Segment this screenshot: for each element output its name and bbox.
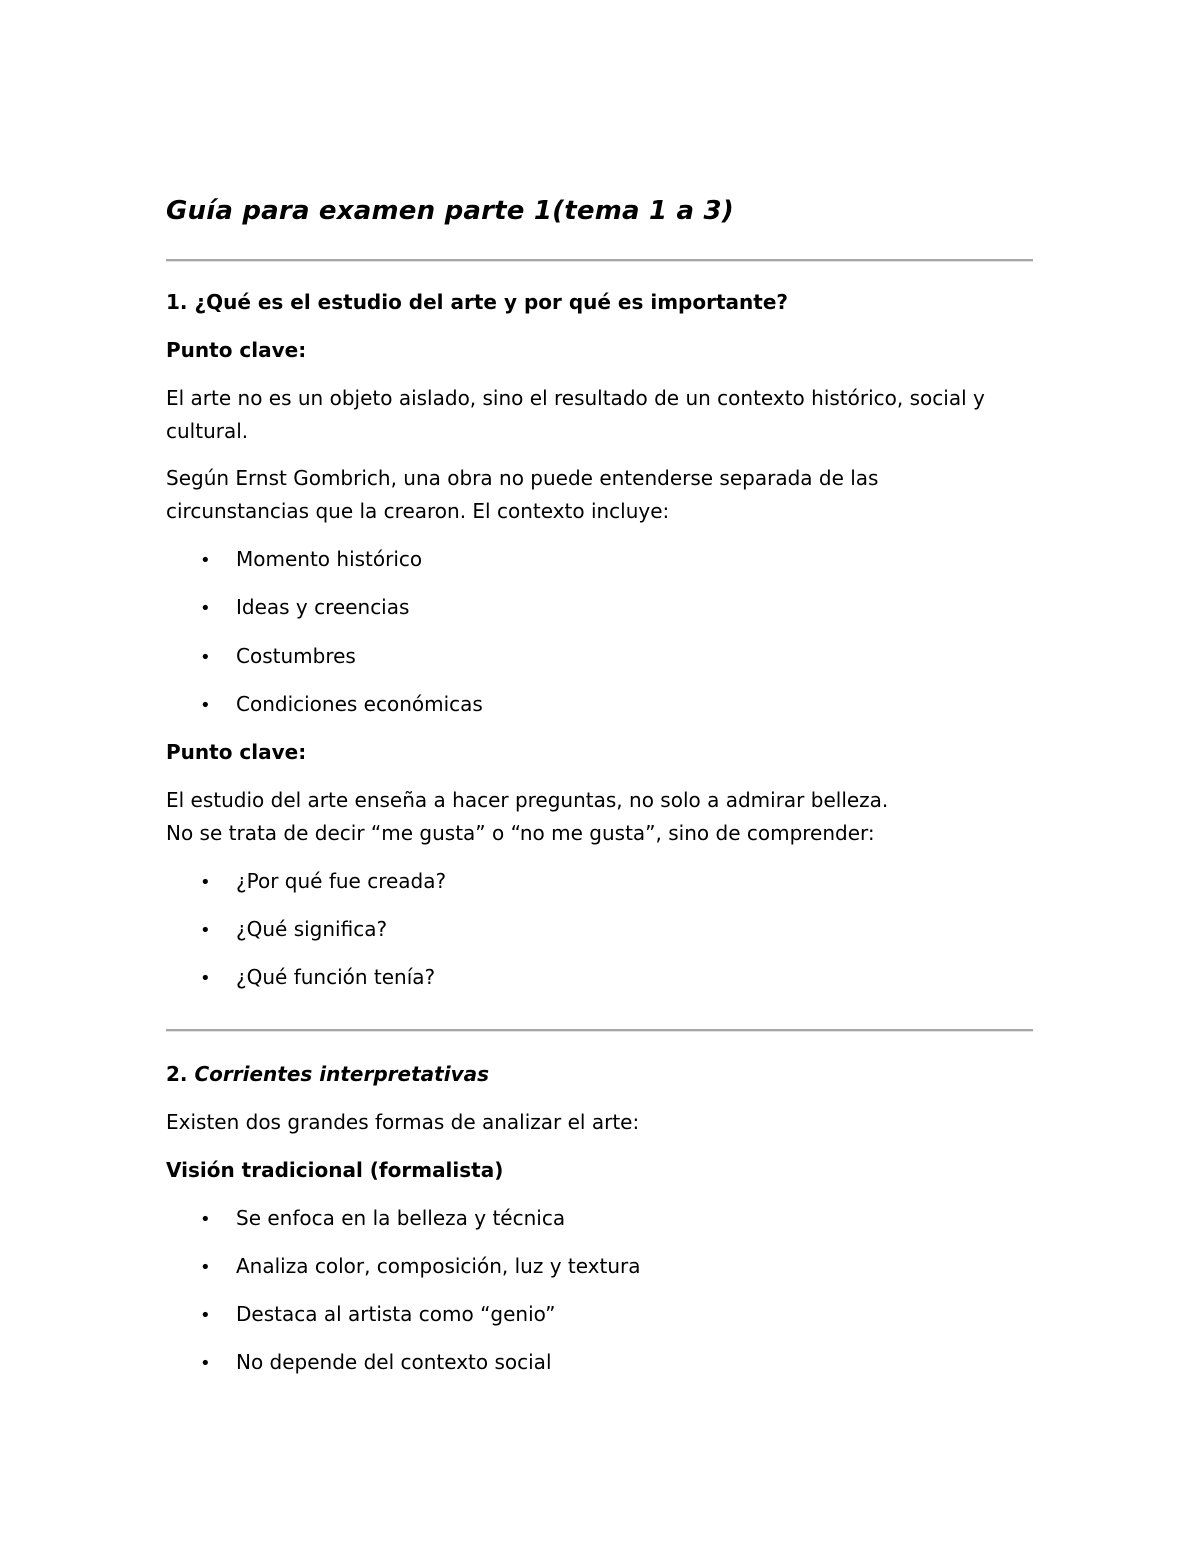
list-item <box>200 688 483 722</box>
section-divider <box>166 1029 1033 1032</box>
bullet-icon: • <box>200 647 211 668</box>
bullet-icon: • <box>200 550 211 571</box>
subheading: Visión tradicional (formalista) <box>166 1158 504 1182</box>
bullet-icon: • <box>200 1257 211 1278</box>
section-2-number: 2. <box>166 1062 195 1086</box>
list-item <box>200 1346 552 1380</box>
key-point-label: Punto clave: <box>166 338 307 362</box>
bullet-icon: • <box>200 920 211 941</box>
list-item <box>200 1298 556 1332</box>
bullet-icon: • <box>200 1305 211 1326</box>
paragraph-line: El estudio del arte enseña a hacer preguntas, no solo a admirar belleza. <box>166 788 889 812</box>
key-point-label: Punto clave: <box>166 740 307 764</box>
list-item-text: ¿Por qué fue creada? <box>236 869 447 893</box>
list-item <box>200 591 409 625</box>
bullet-icon: • <box>200 968 211 989</box>
list-item-text: Momento histórico <box>236 547 423 571</box>
list-item-text: Ideas y creencias <box>236 595 410 619</box>
list-item-text: Se enfoca en la belleza y técnica <box>236 1206 566 1230</box>
list-item <box>200 1202 565 1236</box>
bullet-icon: • <box>200 598 211 619</box>
list-item <box>200 543 422 577</box>
bullet-icon: • <box>200 1209 211 1230</box>
bullet-icon: • <box>200 695 211 716</box>
section-2-title: Corrientes interpretativas <box>194 1062 490 1086</box>
paragraph-line: No se trata de decir “me gusta” o “no me gusta”, sino de comprender: <box>166 821 875 845</box>
list-item-text: Analiza color, composición, luz y textura <box>236 1254 641 1278</box>
list-item-text: ¿Qué función tenía? <box>236 965 436 989</box>
list-item <box>200 865 446 899</box>
paragraph: El arte no es un objeto aislado, sino el resultado de un contexto histórico, social y cultural. <box>166 386 985 443</box>
list-item <box>200 961 435 995</box>
list-item-text: ¿Qué significa? <box>236 917 388 941</box>
document-title: Guía para examen parte 1(tema 1 a 3) <box>166 196 734 226</box>
list-item <box>200 913 387 947</box>
list-item-text: Condiciones económicas <box>236 692 483 716</box>
list-item-text: Destaca al artista como “genio” <box>236 1302 556 1326</box>
list-item-text: Costumbres <box>236 644 356 668</box>
list-item-text: No depende del contexto social <box>236 1350 552 1374</box>
bullet-icon: • <box>200 872 211 893</box>
paragraph: Existen dos grandes formas de analizar el arte: <box>166 1110 640 1134</box>
list-item <box>200 1250 641 1284</box>
bullet-icon: • <box>200 1353 211 1374</box>
section-divider <box>166 259 1033 262</box>
section-1-heading: 1. ¿Qué es el estudio del arte y por qué es importante? <box>166 290 788 314</box>
paragraph: Según Ernst Gombrich, una obra no puede entenderse separada de las circunstancias que la crearon. El contexto incluye: <box>166 466 879 523</box>
list-item <box>200 640 356 674</box>
section-2-heading <box>166 1058 489 1090</box>
